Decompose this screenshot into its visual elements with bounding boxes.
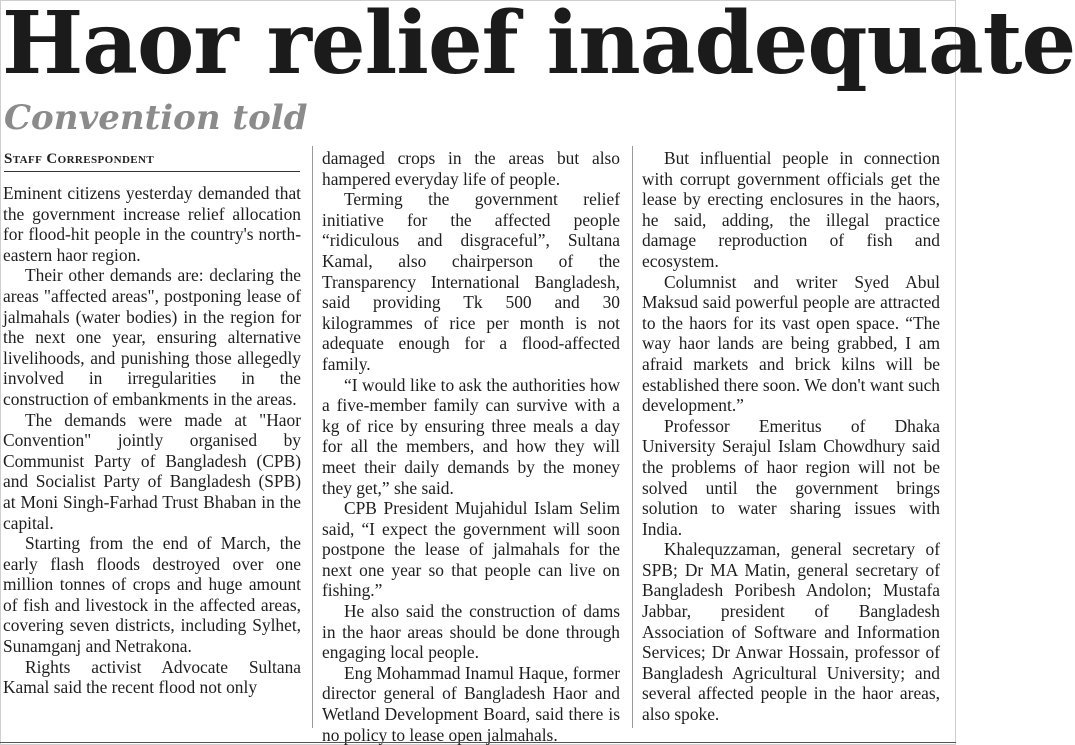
article-column-2 <box>322 148 620 745</box>
article-paragraph: Starting from the end of March, the early flash floods destroyed over one million tonnes of crops and huge amount of fish and livestock in the affected areas, covering seven districts, including Sylhet, Sunamganj and Netrakona. <box>3 533 301 657</box>
article-paragraph: Terming the government relief initiative for the affected people “ridiculous and disgraceful”, Sultana Kamal, also chairperson of the Transparency International Bangladesh, said providing Tk 500 and 30 kilogrammes of rice per month is not adequate enough for a flood-affected family. <box>322 189 620 374</box>
column-divider <box>632 146 633 728</box>
article-column-1 <box>3 183 301 698</box>
article-paragraph: Rights activist Advocate Sultana Kamal said the recent flood not only <box>3 656 301 698</box>
bottom-rule <box>0 742 956 743</box>
article-paragraph: Khalequzzaman, general secretary of SPB; Dr MA Matin, general secretary of Bangladesh Poribesh Andolon; Mustafa Jabbar, president of Bangladesh Association of Software and Information Services; Dr Anwar Hossain, professor of Bangladesh Agricultural University; and several affected people in the haor areas, also spoke. <box>642 539 940 725</box>
article-paragraph: CPB President Mujahidul Islam Selim said, “I expect the government will soon postpone the lease of jalmahals for the next one year so that people can live on fishing.” <box>322 498 620 601</box>
article-paragraph: He also said the construction of dams in the haor areas should be done through engaging local people. <box>322 601 620 663</box>
headline: Haor relief inadequate <box>2 0 1075 94</box>
article-paragraph: But influential people in connection with corrupt government officials get the lease by erecting enclosures in the haors, he said, adding, the illegal practice damage reproduction of fish and ecosystem. <box>642 148 940 271</box>
byline: Staff Correspondent <box>4 150 300 172</box>
article-paragraph: “I would like to ask the authorities how a five-member family can survive with a kg of rice by ensuring three meals a day for all the members, and how they will meet their daily demands by the money they get,” she said. <box>322 374 620 498</box>
article-paragraph: damaged crops in the areas but also hampered everyday life of people. <box>322 148 620 189</box>
article-paragraph: The demands were made at "Haor Convention" jointly organised by Communist Party of Bangladesh (CPB) and Socialist Party of Bangladesh (SPB) at Moni Singh-Farhad Trust Bhaban in the capital. <box>3 409 301 533</box>
article-paragraph: Eminent citizens yesterday demanded that the government increase relief allocation for flood-hit people in the country's north-eastern haor region. <box>3 183 301 265</box>
column-divider <box>312 146 313 728</box>
subheadline: Convention told <box>4 98 308 138</box>
article-paragraph: Professor Emeritus of Dhaka University Serajul Islam Chowdhury said the problems of haor region will not be solved until the government brings solution to water sharing issues with India. <box>642 415 940 539</box>
article-paragraph: Their other demands are: declaring the areas "affected areas", postponing lease of jalmahals (water bodies) in the region for the next one year, ensuring alternative livelihoods, and punishing those allegedly involved in irregularities in the construction of embankments in the areas. <box>3 265 301 409</box>
article-paragraph: Eng Mohammad Inamul Haque, former director general of Bangladesh Haor and Wetland Development Board, said there is no policy to lease open jalmahals. <box>322 662 620 745</box>
article-column-3 <box>642 148 940 725</box>
article-paragraph: Columnist and writer Syed Abul Maksud said powerful people are attracted to the haors for its vast open space. “The way haor lands are being grabbed, I am afraid markets and brick kilns will be established there soon. We don't want such development.” <box>642 271 940 416</box>
